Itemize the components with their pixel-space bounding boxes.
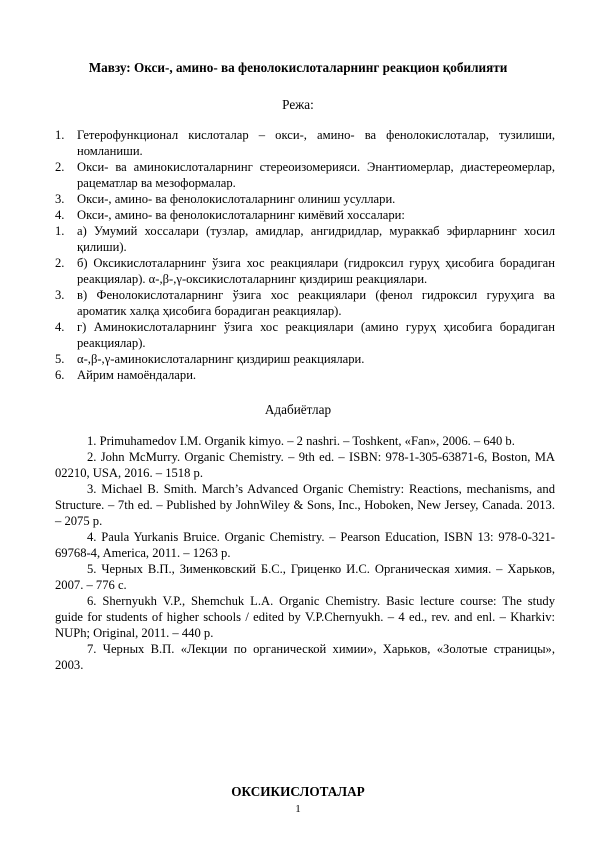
plan-item-text: б) Оксикислоталарнинг ўзига хос реакциялари (гидроксил гуруҳ ҳисобига борадиган реакциялар). α-,β-,γ-оксикислоталарнинг қиздириш реакциялари. xyxy=(77,256,555,286)
plan-item xyxy=(55,223,555,255)
reference-entry: 4. Paula Yurkanis Bruice. Organic Chemistry. – Pearson Education, ISBN 13: 978-0-321-69768-4, America, 2011. – 1263 p. xyxy=(55,530,555,560)
plan-item-number: 4. xyxy=(55,208,65,222)
reference-entry: 1. Primuhamedov I.M. Organik kimyo. – 2 nashri. – Toshkent, «Fan», 2006. – 640 b. xyxy=(87,434,515,448)
plan-list xyxy=(55,127,555,383)
plan-item-number: 1. xyxy=(55,128,65,142)
plan-item xyxy=(55,127,555,159)
reference-entry: 3. Michael B. Smith. March’s Advanced Organic Chemistry: Reactions, mechanisms, and Structure. – 7th ed. – Published by JohnWiley & Sons, Inc., Hoboken, New Jersey, Canada. 2013. – 2075 p. xyxy=(55,482,555,528)
plan-item-text: в) Фенолокислоталарнинг ўзига хос реакциялари (фенол гидроксил гуруҳига ва ароматик халқа ҳисобига борадиган реакциялар). xyxy=(77,288,555,318)
plan-heading: Режа: xyxy=(282,97,314,112)
reference-entry: 7. Черных В.П. «Лекции по органической химии», Харьков, «Золотые страницы», 2003. xyxy=(55,642,555,672)
plan-item-text: Гетерофункционал кислоталар – окси-, амино- ва фенолокислоталар, тузилиши, номланиши. xyxy=(77,128,555,158)
plan-item-number: 2. xyxy=(55,256,65,270)
reference-entry: 5. Черных В.П., Зименковский Б.С., Гриценко И.С. Органическая химия. – Харьков, 2007. – 776 с. xyxy=(55,562,555,592)
plan-item xyxy=(55,287,555,319)
plan-item-number: 3. xyxy=(55,288,65,302)
plan-item-text: Айрим намоёндалари. xyxy=(77,368,197,382)
plan-item-number: 4. xyxy=(55,320,65,334)
plan-item-text: Окси-, амино- ва фенолокислоталарнинг олиниш усуллари. xyxy=(77,192,396,206)
page-number: 1 xyxy=(295,803,301,815)
plan-item-number: 6. xyxy=(55,368,65,382)
plan-item-text: г) Аминокислоталарнинг ўзига хос реакциялари (амино гуруҳ ҳисобига борадиган реакциялар). xyxy=(77,320,555,350)
plan-item xyxy=(55,367,555,383)
plan-item-text: а) Умумий хоссалари (тузлар, амидлар, ангидридлар, мураккаб эфирларнинг хосил қилиши). xyxy=(77,224,555,254)
plan-item xyxy=(55,159,555,191)
plan-item xyxy=(55,351,555,367)
plan-item-number: 5. xyxy=(55,352,65,366)
references-list xyxy=(55,433,555,673)
plan-item-number: 3. xyxy=(55,192,65,206)
plan-item-number: 2. xyxy=(55,160,65,174)
reference-entry: 6. Shernyukh V.P., Shemchuk L.A. Organic Chemistry. Basic lecture course: The study guide for students of higher schools / edited by V.P.Chernyukh. – 4 ed., rev. and enl. – Kharkiv: NUPh; Original, 2011. – 440 p. xyxy=(55,594,555,640)
plan-item xyxy=(55,207,555,223)
document-title: Мавзу: Окси-, амино- ва фенолокислоталарнинг реакцион қобилияти xyxy=(88,60,508,75)
section-heading: ОКСИКИСЛОТАЛАР xyxy=(231,784,365,799)
plan-item-text: Окси- ва аминокислоталарнинг стереоизомерияси. Энантиомерлар, диастереомерлар, рацематлар ва мезоформалар. xyxy=(77,160,555,190)
plan-item xyxy=(55,319,555,351)
plan-item-text: Окси-, амино- ва фенолокислоталарнинг кимёвий хоссалари: xyxy=(77,208,405,222)
plan-item-number: 1. xyxy=(55,224,65,238)
plan-item xyxy=(55,255,555,287)
plan-item-text: α-,β-,γ-аминокислоталарнинг қиздириш реакциялари. xyxy=(77,352,365,366)
reference-entry: 2. John McMurry. Organic Chemistry. – 9th ed. – ISBN: 978-1-305-63871-6, Boston, MA 02210, USA, 2016. – 1518 p. xyxy=(55,450,555,480)
plan-item xyxy=(55,191,555,207)
references-heading: Адабиётлар xyxy=(264,402,332,417)
